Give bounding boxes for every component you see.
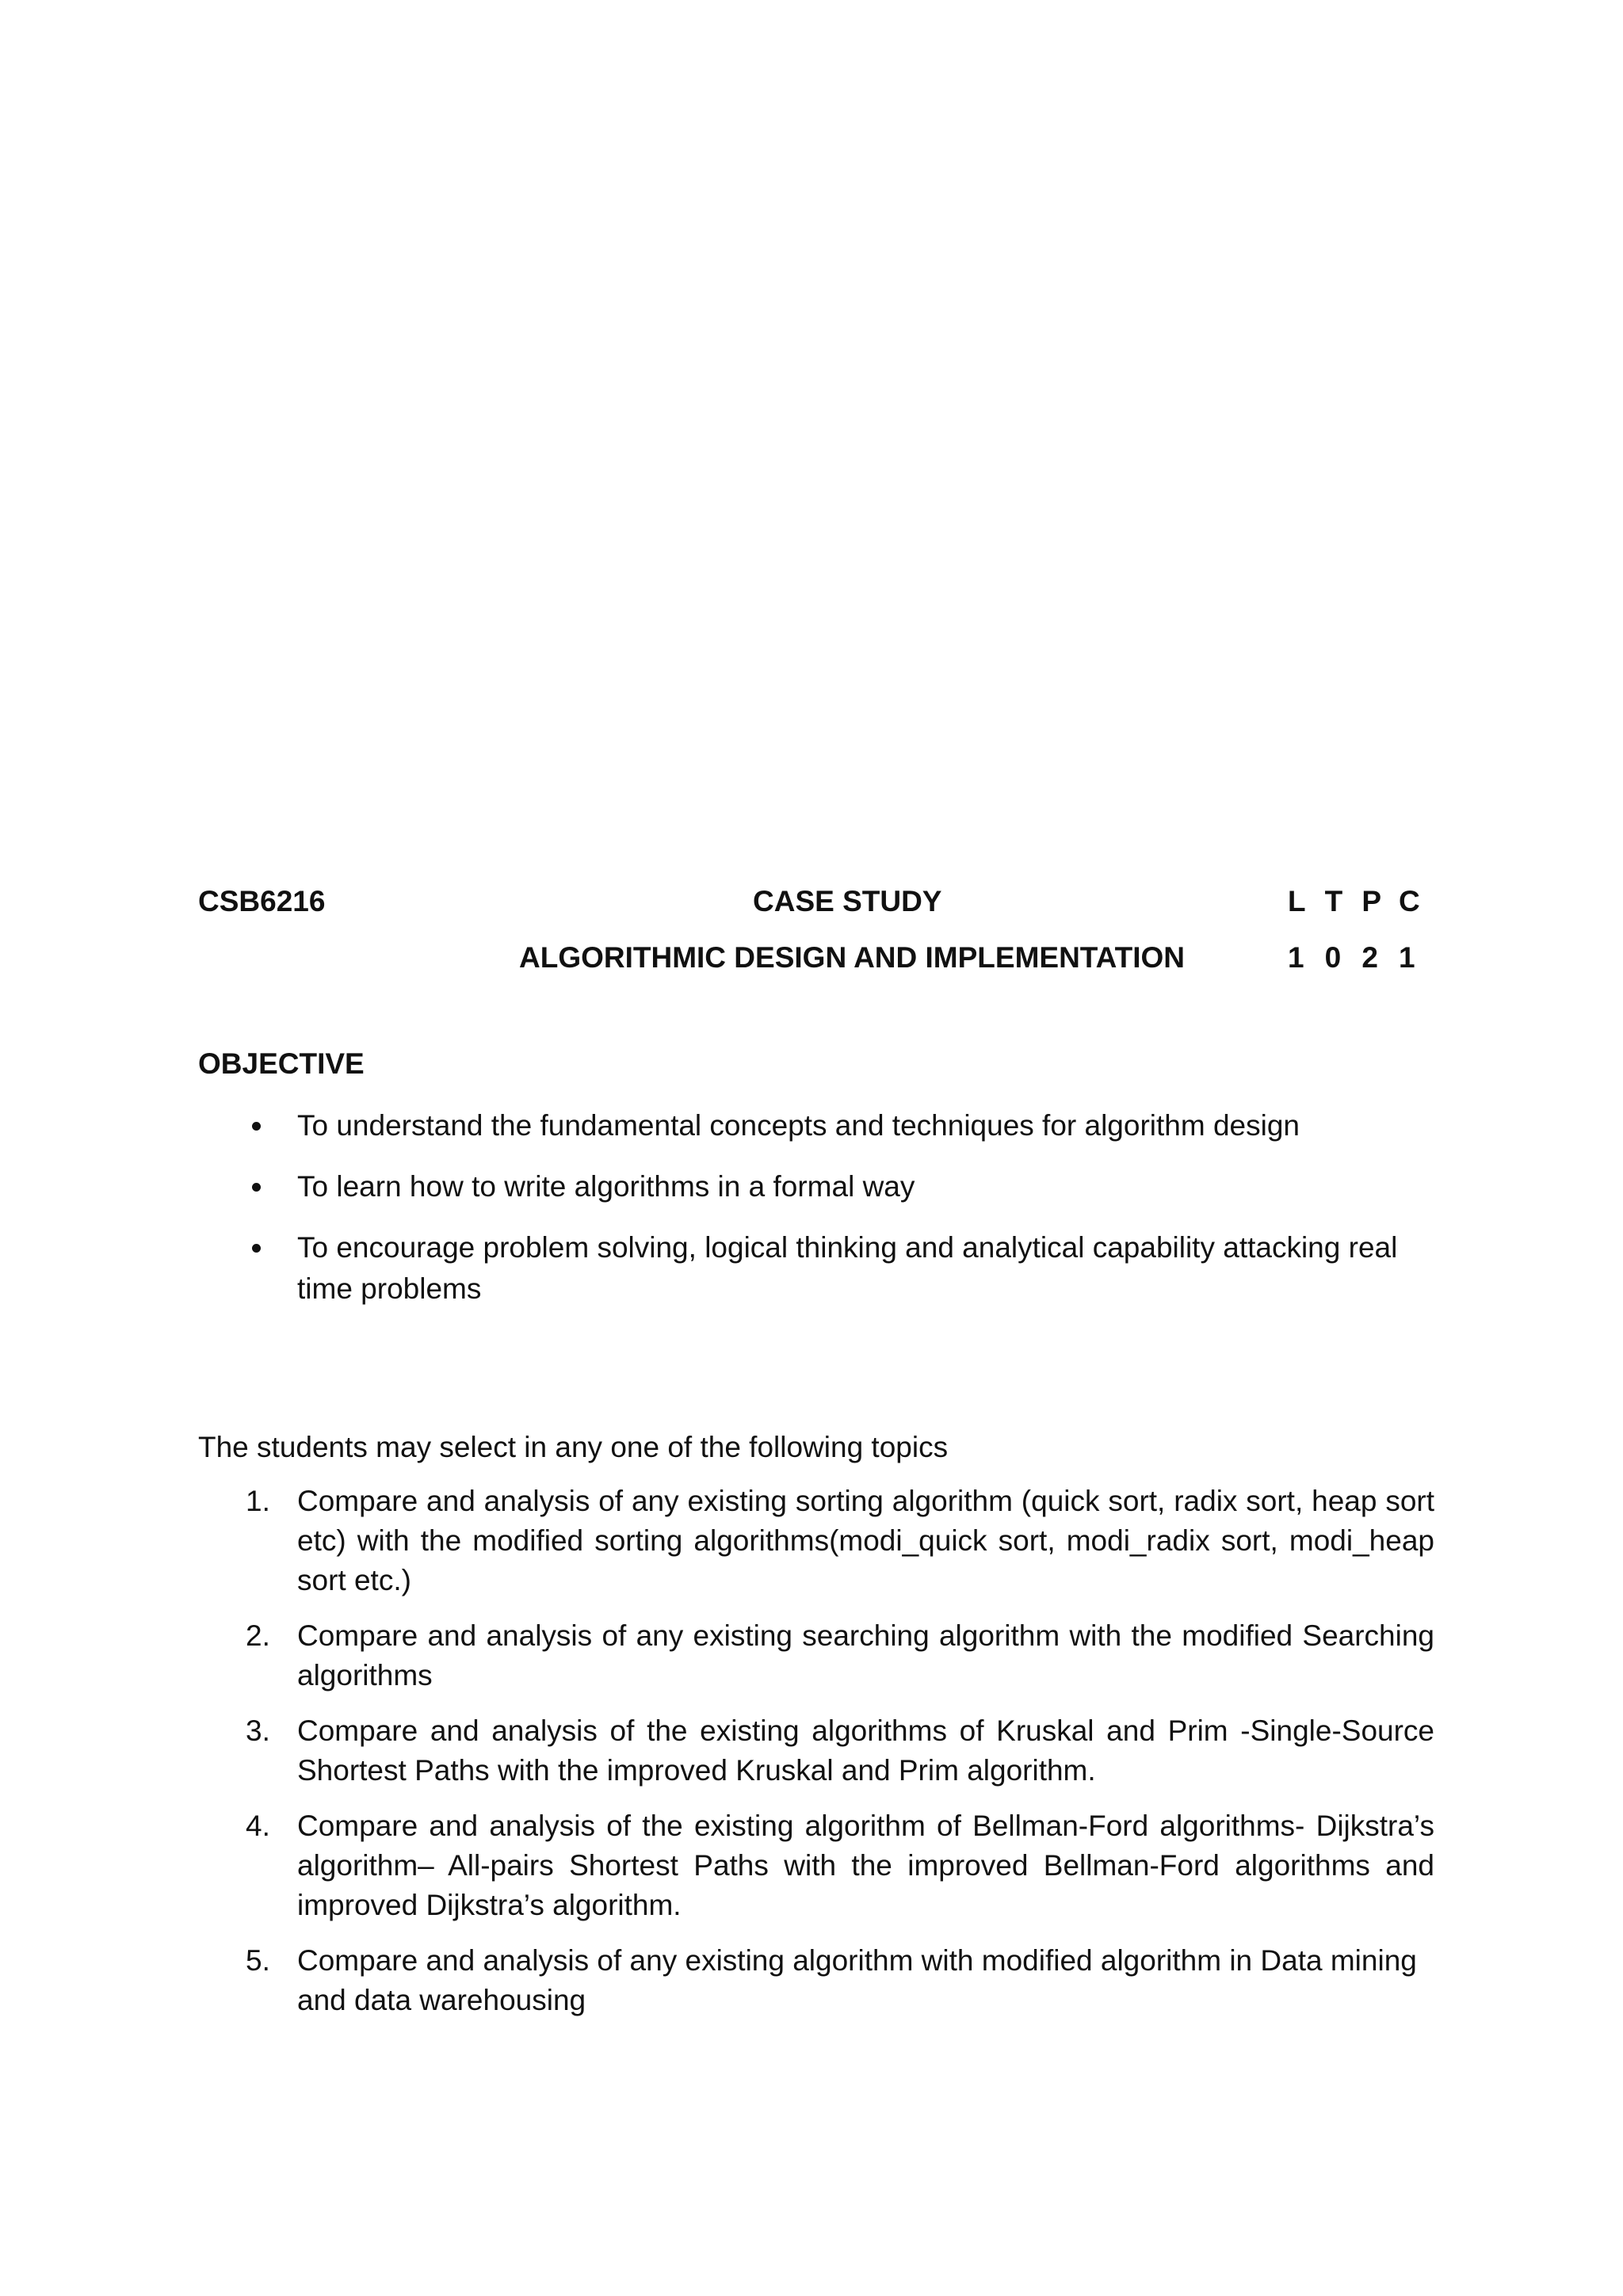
ltpc-value-c: 1	[1398, 941, 1415, 974]
topic-item	[198, 1482, 1434, 1600]
topic-number: 3.	[246, 1714, 270, 1747]
bullet-icon	[252, 1122, 261, 1131]
course-title-line1: CASE STUDY	[753, 885, 942, 917]
ltpc-values	[1288, 941, 1430, 974]
topic-item	[198, 1616, 1434, 1695]
topic-text: Compare and analysis of the existing algorithms of Kruskal and Prim -Single-Source Shortest Paths with the improved Kruskal and Prim algorithm.	[297, 1714, 1434, 1787]
ltpc-label-p: P	[1361, 885, 1381, 917]
course-header-row	[198, 885, 1434, 925]
ltpc-value-p: 2	[1361, 941, 1378, 974]
topic-number: 1.	[246, 1485, 270, 1517]
ltpc-value-t: 0	[1324, 941, 1342, 974]
objective-item	[198, 1227, 1434, 1310]
topic-text: Compare and analysis of the existing algorithm of Bellman-Ford algorithms- Dijkstra’s algorithm– All-pairs Shortest Paths with the improved Bellman-Ford algorithms and improved Dijkstra’s algorithm.	[297, 1810, 1434, 1921]
objective-list	[198, 1105, 1434, 1329]
topic-item	[198, 1711, 1434, 1791]
objective-item	[198, 1166, 1434, 1207]
topic-text: Compare and analysis of any existing sorting algorithm (quick sort, radix sort, heap sort etc) with the modified sorting algorithms(modi_quick sort, modi_radix sort, modi_heap sort etc.)	[297, 1485, 1434, 1596]
objective-heading: OBJECTIVE	[198, 1047, 365, 1080]
topic-number: 4.	[246, 1810, 270, 1842]
bullet-icon	[252, 1244, 261, 1253]
topics-intro: The students may select in any one of the following topics	[198, 1431, 949, 1463]
objective-item-text: To learn how to write algorithms in a formal way	[297, 1170, 915, 1203]
ltpc-label-t: T	[1324, 885, 1343, 917]
topic-item	[198, 1806, 1434, 1925]
ltpc-label-c: C	[1398, 885, 1420, 917]
topics-list	[198, 1482, 1434, 2036]
objective-item	[198, 1105, 1434, 1146]
course-code: CSB6216	[198, 885, 326, 917]
topic-item	[198, 1941, 1434, 2020]
bullet-icon	[252, 1183, 261, 1192]
topic-text: Compare and analysis of any existing searching algorithm with the modified Searching algorithms	[297, 1619, 1434, 1691]
ltpc-value-l: 1	[1288, 941, 1304, 974]
topic-number: 5.	[246, 1944, 270, 1977]
ltpc-label-l: L	[1288, 885, 1306, 917]
course-subheader-row	[198, 941, 1434, 981]
topic-text: Compare and analysis of any existing algorithm with modified algorithm in Data mining and data warehousing	[297, 1944, 1417, 2016]
ltpc-labels	[1288, 885, 1430, 918]
course-title-line2: ALGORITHMIC DESIGN AND IMPLEMENTATION	[519, 941, 1185, 974]
objective-item-text: To encourage problem solving, logical thinking and analytical capability attacking real time problems	[297, 1231, 1398, 1305]
topic-number: 2.	[246, 1619, 270, 1652]
objective-item-text: To understand the fundamental concepts and techniques for algorithm design	[297, 1109, 1300, 1142]
